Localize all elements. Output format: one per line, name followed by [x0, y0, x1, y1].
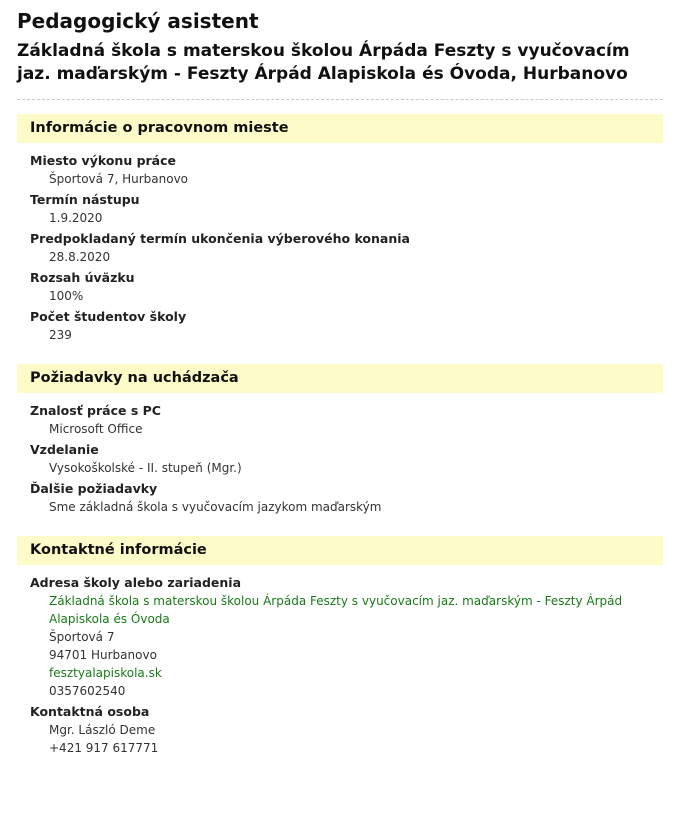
workload-label: Rozsah úväzku — [30, 270, 135, 285]
section-heading-contact: Kontaktné informácie — [17, 536, 663, 565]
selection-deadline-value: 28.8.2020 — [49, 250, 111, 264]
school-website-link[interactable]: fesztyalapiskola.sk — [49, 666, 162, 680]
student-count-value: 239 — [49, 328, 72, 342]
contact-person-name: Mgr. László Deme — [49, 723, 156, 737]
position-info-fields — [17, 143, 663, 344]
section-heading-position-info: Informácie o pracovnom mieste — [17, 114, 663, 143]
pc-skills-label: Znalosť práce s PC — [30, 403, 161, 418]
school-address-label: Adresa školy alebo zariadenia — [30, 575, 242, 590]
job-title: Pedagogický asistent — [17, 9, 259, 33]
school-name-link-line-1[interactable]: Základná škola s materskou školou Árpáda Feszty s vyučovacím jaz. maďarským - Feszty Árpád — [49, 594, 623, 608]
school-name-link[interactable] — [30, 592, 663, 628]
selection-deadline-label: Predpokladaný termín ukončenia výberového konania — [30, 231, 410, 246]
start-date-label: Termín nástupu — [30, 192, 140, 207]
requirements-fields — [17, 393, 663, 516]
school-phone: 0357602540 — [49, 684, 126, 698]
other-requirements-label: Ďalšie požiadavky — [30, 481, 158, 496]
other-requirements-value: Sme základná škola s vyučovacím jazykom maďarským — [49, 500, 382, 514]
education-value: Vysokoškolské - II. stupeň (Mgr.) — [49, 461, 242, 475]
school-city: 94701 Hurbanovo — [49, 648, 157, 662]
start-date-value: 1.9.2020 — [49, 211, 103, 225]
workplace-label: Miesto výkonu práce — [30, 153, 177, 168]
contact-fields — [17, 565, 663, 757]
pc-skills-value: Microsoft Office — [49, 422, 143, 436]
school-street: Športová 7 — [49, 630, 115, 644]
contact-person-label: Kontaktná osoba — [30, 704, 150, 719]
workload-value: 100% — [49, 289, 84, 303]
header-divider — [17, 99, 663, 100]
student-count-label: Počet študentov školy — [30, 309, 187, 324]
school-name-heading: Základná škola s materskou školou Árpáda Feszty s vyučovacím jaz. maďarským - Feszty Árpád Alapiskola és Óvoda, Hurbanovo — [17, 41, 630, 84]
workplace-value: Športová 7, Hurbanovo — [49, 172, 189, 186]
education-label: Vzdelanie — [30, 442, 99, 457]
section-heading-requirements: Požiadavky na uchádzača — [17, 364, 663, 393]
contact-person-phone: +421 917 617771 — [49, 741, 159, 755]
school-name-link-line-2[interactable]: Alapiskola és Óvoda — [49, 612, 170, 626]
